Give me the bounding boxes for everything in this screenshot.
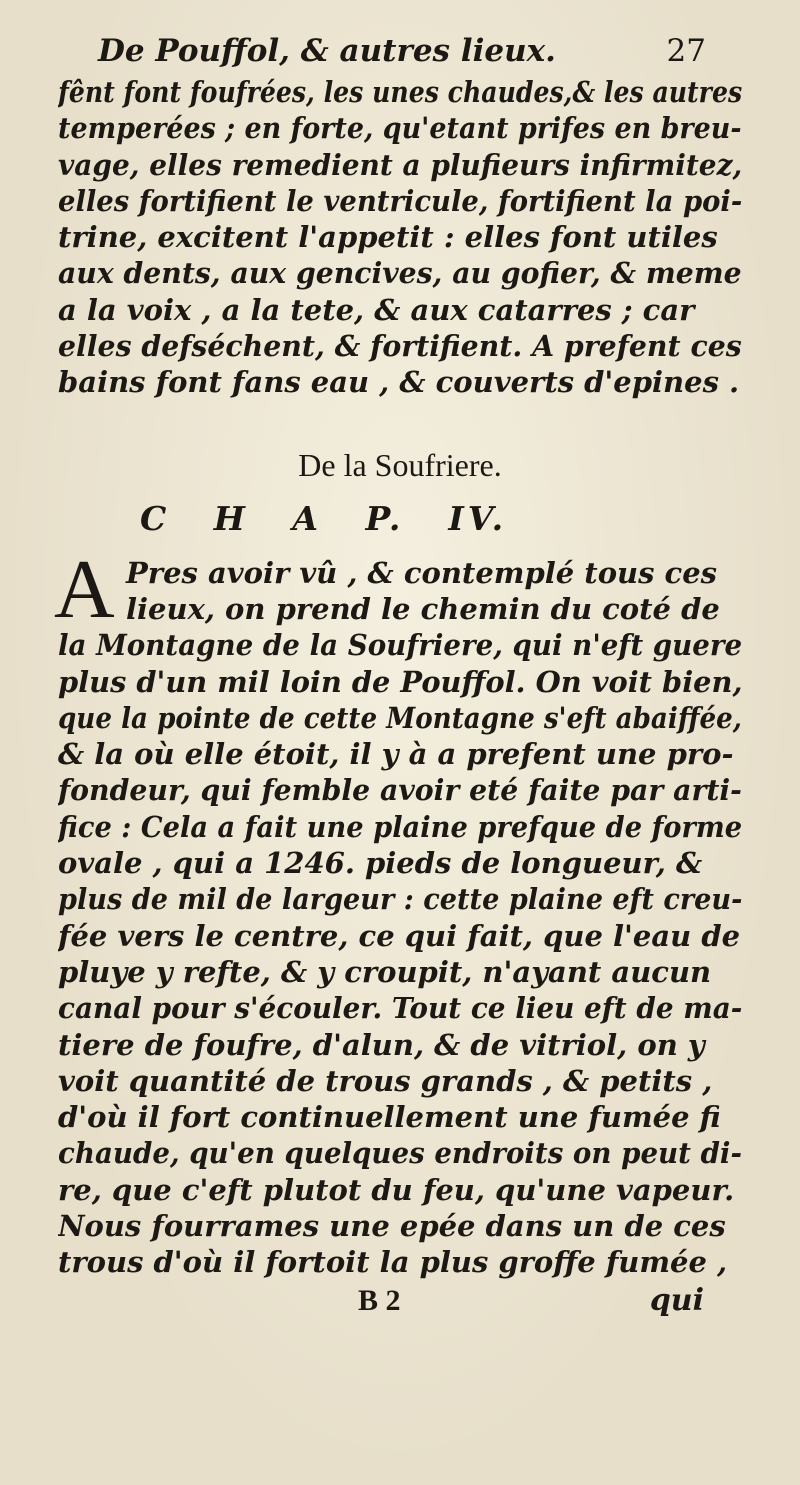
signature-mark: B 2 — [358, 1283, 401, 1317]
text-line: que la pointe de cette Montagne s'eft abaiffée, — [58, 700, 742, 735]
text-line: fênt font foufrées, les unes chaudes,& les autres — [58, 75, 742, 109]
text-line: temperées ; en forte, qu'etant prifes en breu- — [58, 111, 742, 146]
text-line: a la voix , a la tete, & aux catarres ; car — [58, 292, 695, 327]
text-line: fondeur, qui femble avoir eté faite par arti- — [58, 773, 742, 808]
text-line: Nous fourrames une epée dans un de ces — [58, 1209, 726, 1244]
text-line: vage, elles remedient a plufieurs infirmitez, — [58, 147, 742, 182]
text-line: plus de mil de largeur : cette plaine eft creu- — [58, 882, 742, 917]
text-line: tiere de foufre, d'alun, & de vitriol, on y — [58, 1027, 705, 1062]
text-line: trine, excitent l'appetit : elles font utiles — [58, 220, 718, 255]
page-footer — [58, 1281, 742, 1321]
text-line: la Montagne de la Soufriere, qui n'eft guere — [58, 628, 742, 663]
text-line: elles defséchent, & fortifient. A prefent ces — [58, 329, 742, 364]
page-number: 27 — [666, 33, 706, 69]
paragraph-1 — [58, 74, 742, 401]
text-line: voit quantité de trous grands , & petits , — [58, 1063, 713, 1098]
text-line: aux dents, aux gencives, au gofier, & meme — [58, 256, 742, 291]
text-line: plus d'un mil loin de Pouffol. On voit bien, — [58, 664, 742, 699]
text-line: fée vers le centre, ce qui fait, que l'eau de — [58, 918, 741, 953]
text-line: & la où elle étoit, il y à a prefent une pro- — [58, 737, 734, 772]
paragraph-2 — [54, 542, 742, 1281]
text-line: trous d'où il fortoit la plus groffe fumée , — [58, 1245, 728, 1280]
text-line: fice : Cela a fait une plaine prefque de forme — [58, 809, 742, 844]
text-line: ovale , qui a 1246. pieds de longueur, & — [58, 846, 703, 881]
text-line: re, que c'eft plutot du feu, qu'une vapeur. — [58, 1172, 735, 1207]
drop-cap: A — [54, 542, 115, 636]
chapter-heading — [58, 497, 742, 541]
text-line: pluye y refte, & y croupit, n'ayant aucun — [58, 954, 712, 989]
chapter-label: C H A P. — [140, 498, 405, 538]
text-line: Pres avoir vû , & contemplé tous ces — [126, 555, 717, 590]
catchword: qui — [649, 1282, 704, 1318]
running-head — [58, 28, 742, 74]
text-line: lieux, on prend le chemin du coté de — [126, 591, 720, 626]
text-line: elles fortifient le ventricule, fortifient la poi- — [58, 183, 742, 218]
text-line: canal pour s'écouler. Tout ce lieu eft de ma- — [58, 991, 742, 1026]
section-heading: De la Soufriere. — [298, 446, 502, 483]
text-line: bains font fans eau , & couverts d'epines . — [58, 365, 740, 400]
chapter-number: IV. — [448, 498, 508, 538]
running-head-title: De Pouffol, & autres lieux. — [98, 33, 556, 69]
text-line: chaude, qu'en quelques endroits on peut di- — [58, 1136, 742, 1171]
text-line: d'où il fort continuellement une fumée fi — [58, 1100, 721, 1135]
